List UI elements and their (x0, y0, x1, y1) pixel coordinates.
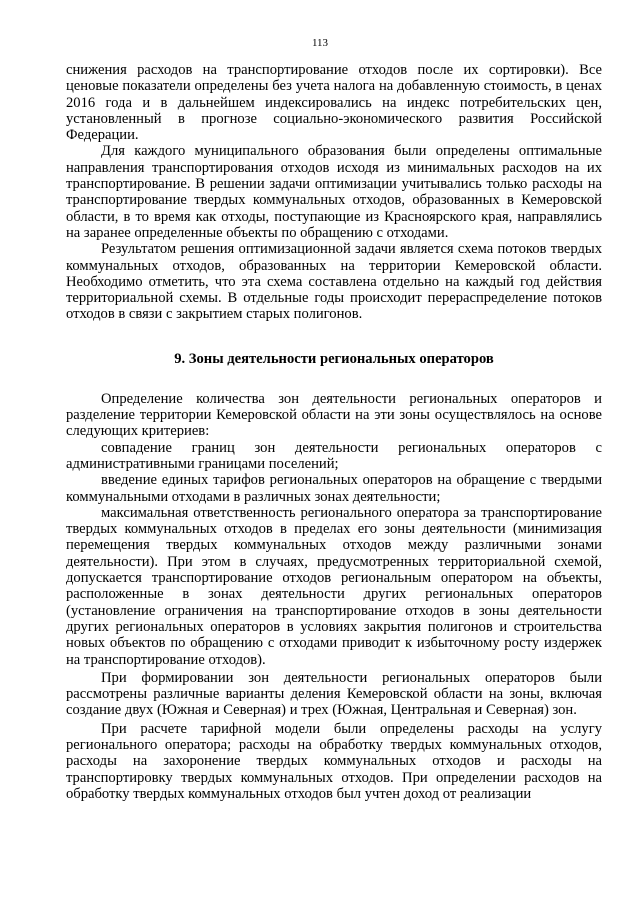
page-number: 113 (311, 37, 329, 49)
paragraph-optimization-result: Результатом решения оптимизационной задачи является схема потоков твердых коммунальных отходов, образованных на территории Кемеровской области. Необходимо отметить, что эта схема составлена отдельно на каждый год действия территориальной схемы. В отдельные годы происходит перераспределение потоков отходов в связи с закрытием старых полигонов. (66, 241, 602, 323)
list-item-criterion-tariffs: введение единых тарифов региональных операторов на обращение с твердыми коммунальными отходами в различных зонах деятельности; (66, 472, 602, 505)
paragraph-continuation: снижения расходов на транспортирование отходов после их сортировки). Все ценовые показатели определены без учета налога на добавленную стоимость, в ценах 2016 года и в дальнейшем индексировались на индекс потребительских цен, установленный в прогнозе социально-экономического развития Российской Федерации. (66, 62, 602, 144)
list-item-criterion-borders: совпадение границ зон деятельности региональных операторов с административными границами поселений; (66, 439, 602, 472)
paragraph-zone-criteria-intro: Определение количества зон деятельности региональных операторов и разделение территории Кемеровской области на эти зоны осуществлялось на основе следующих критериев: (66, 390, 602, 440)
paragraph-zone-variants: При формировании зон деятельности региональных операторов были рассмотрены различные варианты деления Кемеровской области на зоны, включая создание двух (Южная и Северная) и трех (Южная, Центральная и Северная) зон. (66, 669, 602, 719)
paragraph-tariff-model: При расчете тарифной модели были определены расходы на услугу регионального оператора; расходы на обработку твердых коммунальных отходов, расходы на захоронение твердых коммунальных отходов и расходы на транспортировку твердых коммунальных отходов. При определении расходов на обработку твердых коммунальных отходов был учтен доход от реализации (66, 720, 602, 802)
document-body (66, 62, 602, 802)
list-item-criterion-responsibility: максимальная ответственность регионального оператора за транспортирование твердых коммунальных отходов в пределах его зоны деятельности (минимизация перемещения твердых коммунальных отходов между различными зонами деятельности). При этом в случаях, предусмотренных территориальной схемой, допускается транспортирование отходов региональным оператором на объекты, расположенные в зонах деятельности других региональных операторов (установление ограничения на транспортирование отходов в зоны деятельности других региональных операторов в условиях закрытия полигонов и строительства новых объектов по обращению с отходами приводит к избыточному росту издержек на транспортирование отходов). (66, 504, 602, 668)
paragraph-optimal-directions: Для каждого муниципального образования были определены оптимальные направления транспортирования отходов исходя из минимальных расходов на их транспортирование. В решении задачи оптимизации учитывались только расходы на транспортирование твердых коммунальных отходов, образованных в Кемеровской области, в то время как отходы, поступающие из Красноярского края, направлялись на заранее определенные объекты по обращению с отходами. (66, 143, 602, 241)
section-heading: 9. Зоны деятельности региональных операторов (174, 350, 494, 367)
